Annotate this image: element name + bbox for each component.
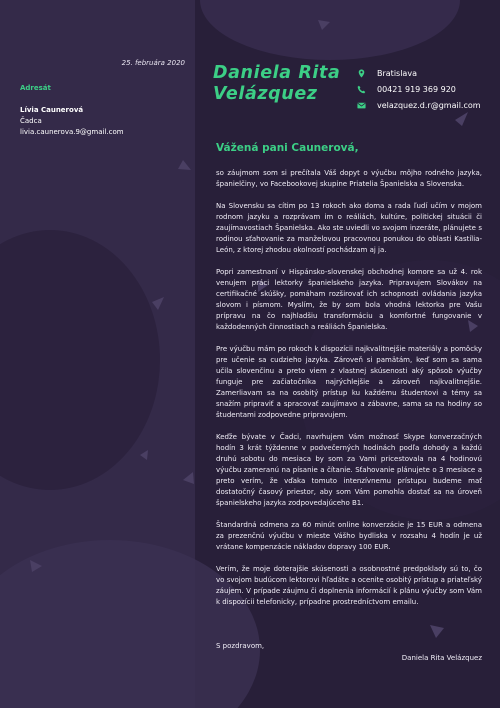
contact-phone	[357, 85, 456, 94]
sender-name-line2: Velázquez	[213, 84, 318, 104]
paragraph-1: so záujmom som si prečítala Váš dopyt o výučbu môjho rodného jazyka, španielčiny, vo Facebookovej skupine Priatelia Španielska a Slovenska.	[216, 169, 482, 188]
paragraph-2: Na Slovensku sa cítim po 13 rokoch ako doma a rada ľudí učím v mojom rodnom jazyku a rozprávam im o reáliách, kultúre, politickej situácii či zaujímavostiach Španielska. Ako ste uviedli vo svojom inzeráte, plánujete s rodinou sťahovanie za manželovou pracovnou ponukou do oblasti Kastília-León, z ktorej zhodou okolností pochádzam aj ja.	[216, 202, 482, 254]
paragraph-5: Keďže bývate v Čadci, navrhujem Vám možnosť Skype konverzačných hodín 3 krát týždenne v podvečerných hodinách podľa dohody a každú druhú sobotu do mesiaca by som za Vami pricestovala na 4 hodinovú výučbu zameranú na písanie a čítanie. Sťahovanie plánujete o 3 mesiace a preto verím, že vďaka tomuto intenzívnemu prístupu budeme mať dostatočný časový priestor, aby som Vám pomohla dostať sa na úroveň španielskeho jazyka zodpovedajúceho B1.	[216, 433, 482, 507]
mail-icon	[357, 101, 366, 110]
paragraph-7: Verím, že moje doterajšie skúsenosti a osobnostné predpoklady sú to, čo vo svojom budúcom lektorovi hľadáte a ocenite osobitý prístup a priateľský záujem. V prípade záujmu či doplnenia informácií k plánu výučby som Vám k dispozícii telefonicky, prípadne prostredníctvom emailu.	[216, 565, 482, 606]
letter-date: 25. februára 2020	[121, 59, 185, 67]
sender-name-line1: Daniela Rita	[213, 63, 341, 83]
contact-email	[357, 101, 481, 110]
phone-icon	[357, 85, 366, 94]
paragraph-3: Popri zamestnaní v Hispánsko-slovenskej obchodnej komore sa už 4. rok venujem práci lektorky španielskeho jazyka. Pripravujem Slovákov na certifikačné skúšky, pomáham rozširovať ich schopnosti ovládania jazyka slovom i písmom. Myslím, že by som bola vhodná lektorka pre Vašu prípravu na čo najhladšiu transformáciu a komfortné fungovanie v každodenných činnostiach a reáliách Španielska.	[216, 268, 482, 331]
letter-greeting: Vážená pani Caunerová,	[216, 142, 359, 154]
paragraph-4: Pre výučbu mám po rokoch k dispozícii najkvalitnejšie materiály a pomôcky pre učenie sa cudzieho jazyka. Zároveň si pamätám, keď som sa sama učila slovenčinu a preto viem z vlastnej skúsenosti aký spôsob výučby funguje pre začiatočníka najrýchlejšie a zároveň najkvalitnejšie. Zamerliavam sa na osobitý prístup ku každému študentovi a témy sa snažím pripraviť a spracovať zaujímavo a zábavne, sama sa na hodiny so študentami zodpovedne pripravujem.	[216, 345, 482, 419]
paragraph-6: Štandardná odmena za 60 minút online konverzácie je 15 EUR a odmena za prezenčnú výučbu v mieste Vášho bydliska v rozsahu 4 hodín je už vrátane kompenzácie nákladov dopravy 100 EUR.	[216, 521, 482, 551]
recipient-name: Lívia Caunerová	[20, 106, 84, 114]
contact-phone-text: 00421 919 369 920	[377, 85, 456, 94]
contact-location	[357, 69, 417, 78]
recipient-label: Adresát	[20, 84, 51, 92]
letter-body	[216, 168, 482, 619]
contact-location-text: Bratislava	[377, 69, 417, 78]
map-pin-icon	[357, 69, 366, 78]
letter-closing: S pozdravom,	[216, 642, 265, 650]
recipient-city: Čadca	[20, 117, 42, 125]
sender-name	[213, 63, 340, 105]
recipient-email: livia.caunerova.9@gmail.com	[20, 128, 124, 136]
letter-signature: Daniela Rita Velázquez	[401, 654, 482, 662]
contact-email-text: velazquez.d.r@gmail.com	[377, 101, 481, 110]
